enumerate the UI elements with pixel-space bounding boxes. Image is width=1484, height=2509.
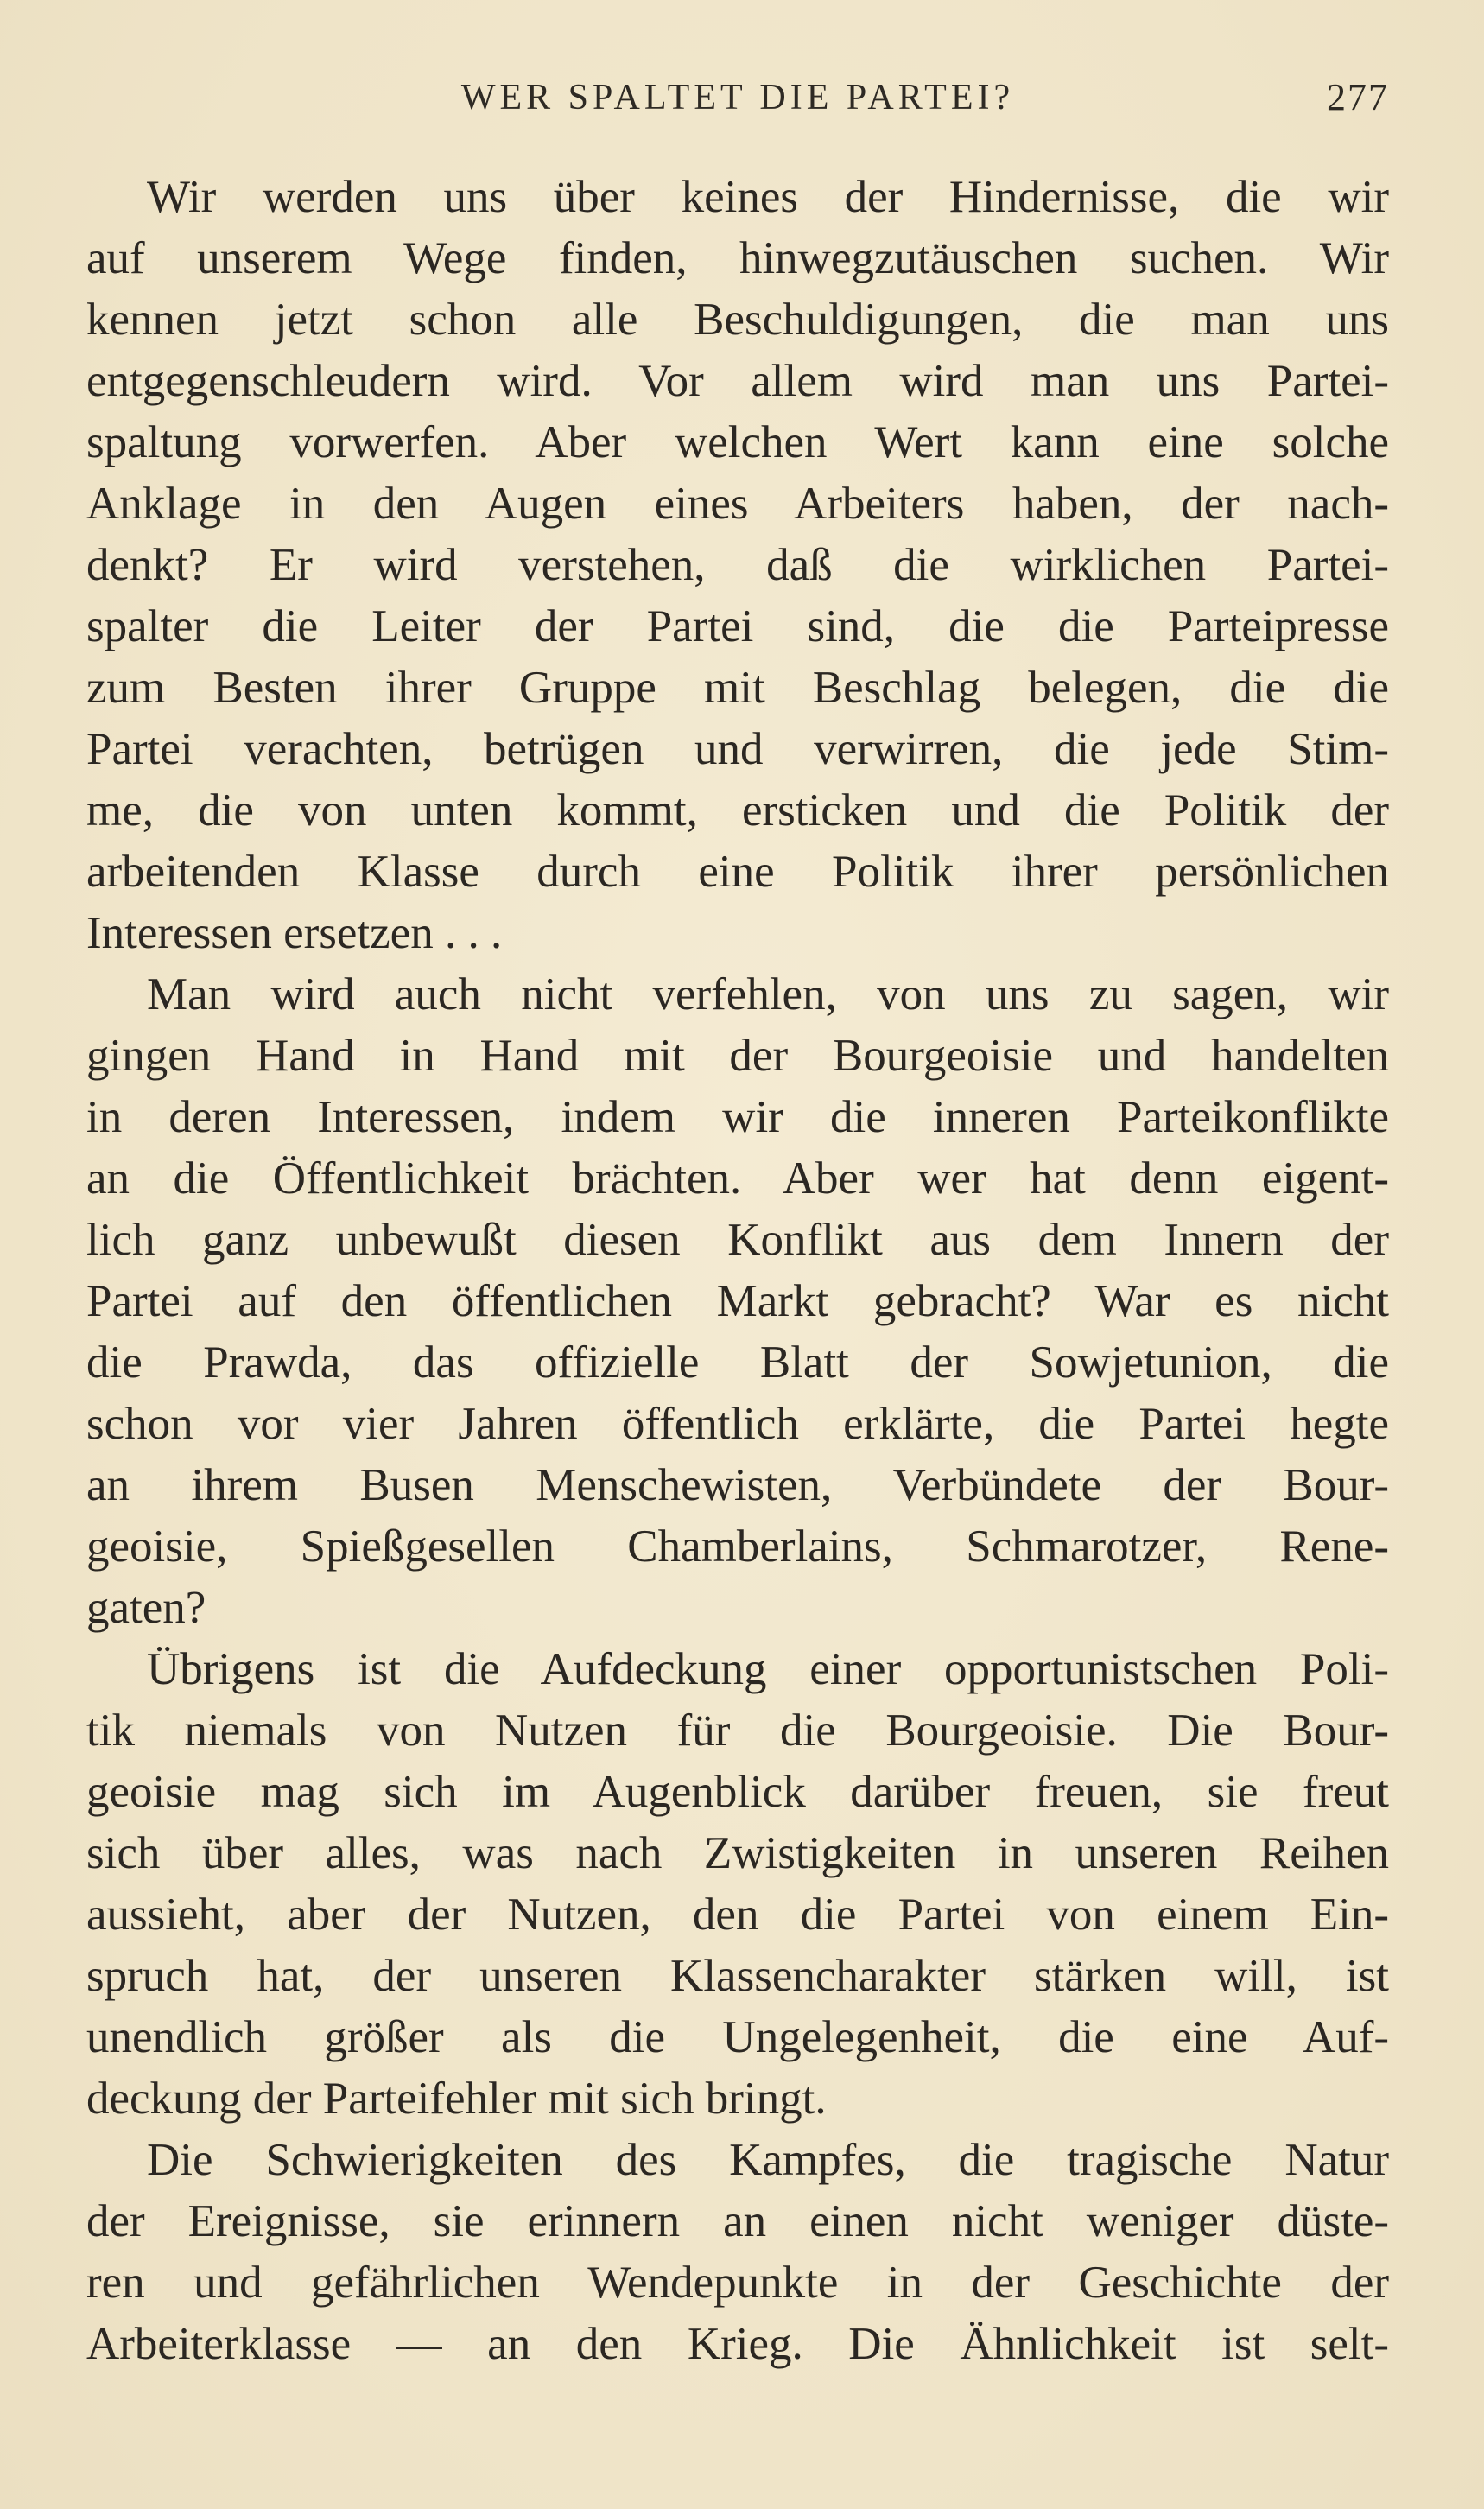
text-line: entgegenschleudern wird. Vor allem wird man uns Partei- <box>86 356 1389 406</box>
text-line: auf unserem Wege finden, hinwegzutäuschen suchen. Wir <box>86 233 1389 283</box>
text-line: tik niemals von Nutzen für die Bourgeoisie. Die Bour- <box>86 1705 1389 1756</box>
text-line: zum Besten ihrer Gruppe mit Beschlag belegen, die die <box>86 663 1389 713</box>
text-line: Anklage in den Augen eines Arbeiters haben, der nach- <box>86 479 1389 529</box>
text-line: gaten? <box>86 1583 206 1633</box>
text-line: Übrigens ist die Aufdeckung einer opportunistschen Poli- <box>147 1644 1389 1694</box>
text-line: aussieht, aber der Nutzen, den die Partei von einem Ein- <box>86 1890 1389 1940</box>
body-text <box>86 167 1389 2375</box>
text-line: denkt? Er wird verstehen, daß die wirklichen Partei- <box>86 540 1389 590</box>
text-line: Die Schwierigkeiten des Kampfes, die tragische Natur <box>147 2135 1389 2185</box>
text-line: geoisie, Spießgesellen Chamberlains, Schmarotzer, Rene- <box>86 1521 1389 1572</box>
text-line: an ihrem Busen Menschewisten, Verbündete der Bour- <box>86 1460 1389 1510</box>
text-line: Partei verachten, betrügen und verwirren, die jede Stim- <box>86 724 1389 774</box>
text-line: spaltung vorwerfen. Aber welchen Wert kann eine solche <box>86 417 1389 467</box>
text-line: der Ereignisse, sie erinnern an einen nicht weniger düste- <box>86 2196 1389 2246</box>
text-line: gingen Hand in Hand mit der Bourgeoisie und handelten <box>86 1031 1389 1081</box>
text-line: in deren Interessen, indem wir die inneren Parteikonflikte <box>86 1092 1389 1142</box>
text-line: Man wird auch nicht verfehlen, von uns zu sagen, wir <box>147 969 1389 1019</box>
text-line: deckung der Parteifehler mit sich bringt. <box>86 2074 827 2124</box>
text-line: Wir werden uns über keines der Hindernisse, die wir <box>147 172 1389 222</box>
text-line: me, die von unten kommt, ersticken und die Politik der <box>86 785 1389 835</box>
text-line: arbeitenden Klasse durch eine Politik ihrer persönlichen <box>86 847 1389 897</box>
text-line: geoisie mag sich im Augenblick darüber freuen, sie freut <box>86 1767 1389 1817</box>
text-line: an die Öffentlichkeit brächten. Aber wer hat denn eigent- <box>86 1153 1389 1204</box>
text-line: unendlich größer als die Ungelegenheit, die eine Auf- <box>86 2012 1389 2062</box>
page-number: 277 <box>1327 76 1389 118</box>
text-line: ren und gefährlichen Wendepunkte in der Geschichte der <box>86 2258 1389 2308</box>
text-line: Partei auf den öffentlichen Markt gebracht? War es nicht <box>86 1276 1389 1326</box>
text-line: sich über alles, was nach Zwistigkeiten in unseren Reihen <box>86 1828 1389 1878</box>
running-head: WER SPALTET DIE PARTEI? <box>460 78 1015 118</box>
text-line: Interessen ersetzen . . . <box>86 908 503 958</box>
text-line: lich ganz unbewußt diesen Konflikt aus dem Innern der <box>86 1215 1389 1265</box>
text-line: spalter die Leiter der Partei sind, die die Parteipresse <box>86 601 1389 651</box>
text-line: die Prawda, das offizielle Blatt der Sowjetunion, die <box>86 1337 1389 1388</box>
text-line: spruch hat, der unseren Klassencharakter stärken will, ist <box>86 1951 1389 2001</box>
page-header <box>86 67 1389 128</box>
text-line: schon vor vier Jahren öffentlich erklärte, die Partei hegte <box>86 1399 1389 1449</box>
text-line: kennen jetzt schon alle Beschuldigungen, die man uns <box>86 295 1389 345</box>
text-line: Arbeiterklasse — an den Krieg. Die Ähnlichkeit ist selt- <box>86 2319 1389 2369</box>
